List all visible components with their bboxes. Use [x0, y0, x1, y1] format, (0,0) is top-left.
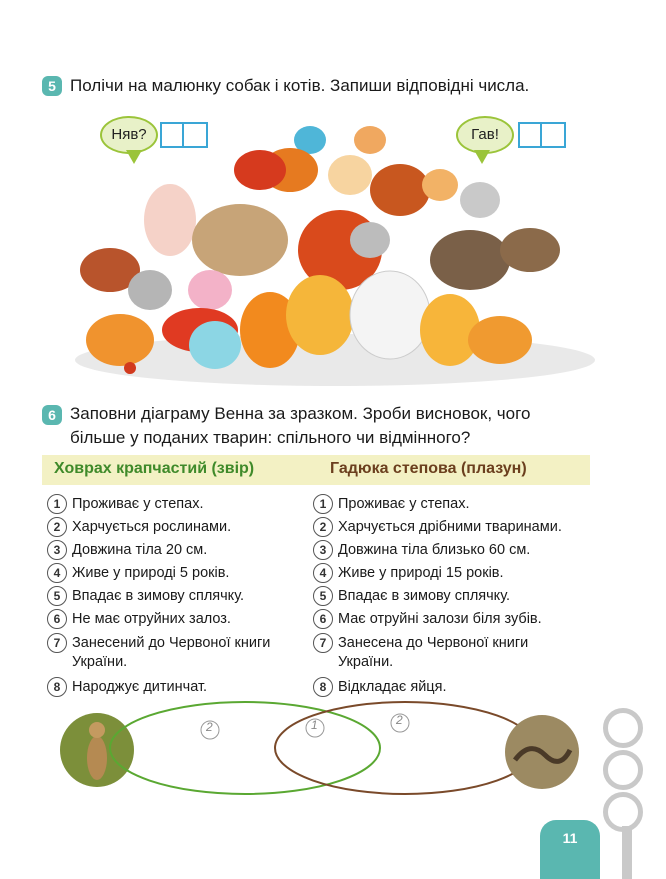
fact-number-circle: 2 [313, 517, 333, 537]
right-fact-6: Має отруйні залози біля зубів. [338, 611, 542, 627]
left-fact-7-cont: України. [72, 654, 128, 670]
fact-number-circle: 5 [313, 586, 333, 606]
right-fact-8: Відкладає яйця. [338, 679, 447, 695]
left-fact-2: Харчується рослинами. [72, 519, 232, 535]
fact-number-circle: 8 [313, 677, 333, 697]
task-6-line-2: більше у поданих тварин: спільного чи відмінного? [70, 428, 471, 447]
venn-center-sample: 1 [311, 718, 318, 732]
left-fact-4: Живе у природі 5 років. [72, 565, 230, 581]
left-fact-1: Проживає у степах. [72, 496, 204, 512]
right-column-title: Гадюка степова (плазун) [330, 460, 527, 477]
fact-number-circle: 3 [313, 540, 333, 560]
fact-number-circle: 6 [47, 609, 67, 629]
venn-left-ellipse[interactable] [110, 702, 380, 794]
woof-bubble: Гав! [456, 116, 514, 154]
right-fact-3: Довжина тіла близько 60 см. [338, 542, 531, 558]
fact-number-circle: 1 [313, 494, 333, 514]
venn-diagram [60, 700, 590, 810]
left-column-title: Ховрах крапчастий (звір) [54, 460, 255, 477]
venn-left-sample: 2 [206, 720, 213, 734]
venn-right-sample: 2 [396, 713, 403, 727]
right-fact-2: Харчується дрібними тваринами. [338, 519, 562, 535]
fact-number-circle: 4 [47, 563, 67, 583]
right-fact-4: Живе у природі 15 років. [338, 565, 504, 581]
ring-decoration [603, 708, 643, 748]
left-fact-7: Занесений до Червоної книги [72, 635, 271, 651]
fact-number-circle: 7 [47, 633, 67, 653]
fact-number-circle: 7 [313, 633, 333, 653]
meow-bubble-tail [126, 150, 142, 164]
dogs-answer-box-2[interactable] [540, 122, 566, 148]
fact-number-circle: 5 [47, 586, 67, 606]
left-fact-5: Впадає в зимову сплячку. [72, 588, 245, 604]
fact-number-circle: 2 [47, 517, 67, 537]
right-fact-7: Занесена до Червоної книги [338, 635, 529, 651]
left-fact-8: Народжує дитинчат. [72, 679, 208, 695]
right-fact-5: Впадає в зимову сплячку. [338, 588, 511, 604]
ring-decoration [603, 750, 643, 790]
page-number: 11 [540, 820, 600, 879]
fact-number-circle: 8 [47, 677, 67, 697]
task-5-text: Полічи на малюнку собак і котів. Запиши відповідні числа. [70, 76, 530, 95]
right-fact-1: Проживає у степах. [338, 496, 470, 512]
fact-number-circle: 3 [47, 540, 67, 560]
task-5-number: 5 [42, 76, 62, 96]
task-6-number: 6 [42, 405, 62, 425]
right-fact-7-cont: України. [338, 654, 394, 670]
fact-number-circle: 6 [313, 609, 333, 629]
cats-answer-box-2[interactable] [182, 122, 208, 148]
ring-bar [622, 826, 632, 879]
left-fact-3: Довжина тіла 20 см. [72, 542, 208, 558]
task-6-line-1: Заповни діаграму Венна за зразком. Зроби висновок, чого [70, 404, 531, 423]
woof-bubble-tail [474, 150, 490, 164]
fact-number-circle: 4 [313, 563, 333, 583]
fact-number-circle: 1 [47, 494, 67, 514]
left-fact-6: Не має отруйних залоз. [72, 611, 231, 627]
meow-bubble: Няв? [100, 116, 158, 154]
